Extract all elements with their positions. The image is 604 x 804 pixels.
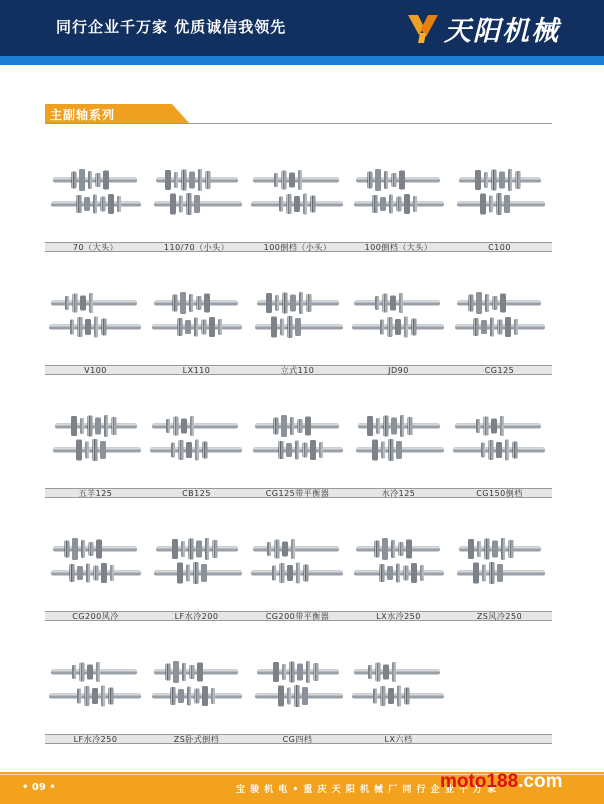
gear-shaft-image — [449, 281, 550, 353]
product-item — [449, 521, 550, 621]
product-item — [45, 644, 146, 744]
gear-shaft-image — [449, 158, 550, 230]
product-item — [45, 152, 146, 252]
product-label: 立式110 — [280, 366, 315, 375]
gear-shaft-image — [45, 650, 146, 722]
product-label: LF水冷200 — [174, 612, 219, 621]
product-item — [348, 644, 449, 744]
product-item — [348, 521, 449, 621]
product-item — [348, 275, 449, 375]
product-item — [146, 521, 247, 621]
watermark-name: moto188 — [440, 771, 519, 792]
page-number-value: 09 — [31, 782, 46, 793]
gear-shaft-image — [45, 158, 146, 230]
product-item — [146, 275, 247, 375]
product-item — [348, 398, 449, 498]
section-title: 主副轴系列 — [50, 108, 116, 122]
gear-shaft-image — [146, 650, 247, 722]
gear-shaft-image — [348, 404, 449, 476]
gear-shaft-image — [45, 404, 146, 476]
product-label: C100 — [488, 243, 511, 252]
product-row — [45, 152, 552, 252]
product-label: ZS风冷250 — [476, 612, 523, 621]
gear-shaft-image — [348, 527, 449, 599]
product-label: LX水冷250 — [376, 612, 421, 621]
gear-shaft-image — [146, 404, 247, 476]
product-item — [247, 521, 348, 621]
gear-shaft-image — [247, 281, 348, 353]
product-item — [449, 398, 550, 498]
page-number: • 09 • — [22, 782, 56, 793]
gear-shaft-image — [146, 158, 247, 230]
gear-shaft-image — [449, 527, 550, 599]
product-item — [247, 275, 348, 375]
product-label: CG200带平衡器 — [265, 612, 330, 621]
product-label: ZS卧式倒档 — [173, 735, 220, 744]
product-item — [247, 398, 348, 498]
product-item — [45, 398, 146, 498]
product-row — [45, 644, 552, 744]
gear-shaft-image — [247, 650, 348, 722]
product-label: CG四档 — [282, 735, 313, 744]
product-label: LX六档 — [384, 735, 413, 744]
product-label: 100倒档（小头） — [263, 243, 332, 252]
gear-shaft-image — [45, 281, 146, 353]
product-row — [45, 275, 552, 375]
product-item — [45, 521, 146, 621]
gear-shaft-image — [449, 404, 550, 476]
watermark-domain: .com — [518, 771, 563, 792]
product-label: CG150倒档 — [476, 489, 523, 498]
product-item — [449, 152, 550, 252]
header-slogan: 同行企业千万家 优质诚信我领先 — [56, 18, 287, 36]
product-label: 70（大头） — [72, 243, 119, 252]
product-item — [348, 152, 449, 252]
product-label: 110/70（小头） — [163, 243, 230, 252]
product-item — [45, 275, 146, 375]
product-label: JD90 — [388, 366, 409, 375]
product-label: 五羊125 — [78, 489, 113, 498]
product-label: LX110 — [182, 366, 211, 375]
product-item — [247, 152, 348, 252]
product-label: V100 — [84, 366, 107, 375]
gear-shaft-image — [348, 650, 449, 722]
gear-shaft-image — [247, 158, 348, 230]
product-item — [146, 152, 247, 252]
gear-shaft-image — [146, 527, 247, 599]
product-label: CG125 — [484, 366, 515, 375]
gear-shaft-image — [348, 281, 449, 353]
gear-shaft-image — [348, 158, 449, 230]
product-item — [146, 644, 247, 744]
gear-shaft-image — [247, 404, 348, 476]
product-label: 水冷125 — [381, 489, 416, 498]
product-label: CG200风冷 — [72, 612, 119, 621]
brand-block — [406, 8, 560, 48]
product-label: 100倒档（大头） — [364, 243, 433, 252]
gear-shaft-image — [45, 527, 146, 599]
product-item — [449, 275, 550, 375]
product-label: LF水冷250 — [73, 735, 118, 744]
header-stripe — [0, 56, 604, 65]
footer-text: 宝 骏 机 电 • 重 庆 天 阳 机 械 厂 同 行 企 业 千 万 家 — [236, 785, 498, 795]
product-label: CG125带平衡器 — [265, 489, 330, 498]
product-item — [146, 398, 247, 498]
product-row — [45, 398, 552, 498]
brand-logo-icon — [406, 11, 440, 45]
product-label: CB125 — [182, 489, 211, 498]
product-row — [45, 521, 552, 621]
product-item — [247, 644, 348, 744]
gear-shaft-image — [146, 281, 247, 353]
gear-shaft-image — [247, 527, 348, 599]
site-watermark — [440, 771, 563, 793]
section-rule — [45, 123, 552, 124]
brand-name: 天阳机械 — [444, 15, 560, 47]
